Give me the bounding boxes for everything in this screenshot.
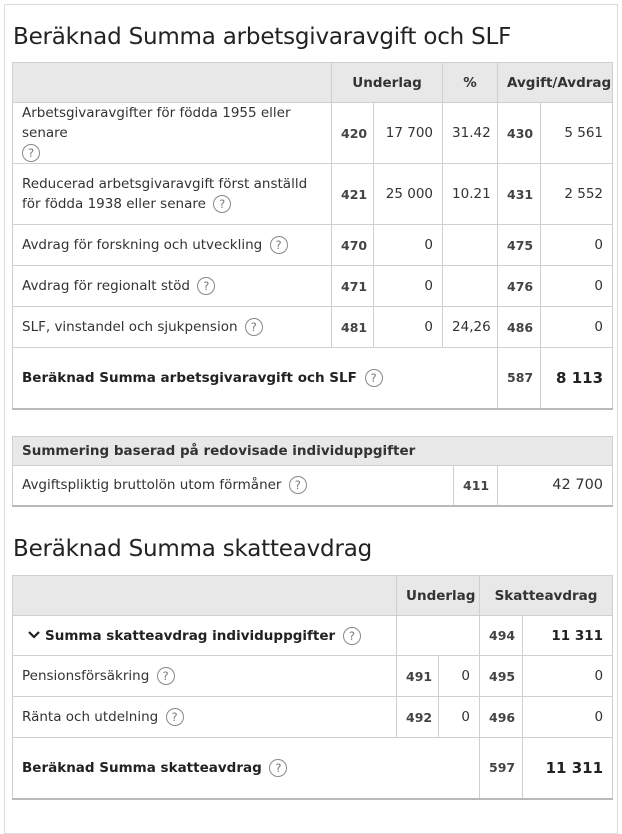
row-percent	[443, 225, 498, 266]
row-underlag: 0	[439, 697, 480, 738]
row-code: 492	[397, 697, 439, 738]
group-label: Summa skatteavdrag individuppgifter	[45, 627, 336, 644]
table-row	[13, 466, 613, 506]
row-avgift: 0	[541, 307, 613, 348]
help-icon[interactable]: ?	[22, 144, 40, 162]
row-code: 481	[332, 307, 374, 348]
row-percent	[443, 266, 498, 307]
skatteavdrag-table	[12, 575, 613, 800]
group-value: 11 311	[523, 616, 613, 656]
help-icon[interactable]: ?	[270, 236, 288, 254]
row-label: Arbetsgivaravgifter för födda 1955 eller senare	[22, 105, 291, 141]
header-skatteavdrag: Skatteavdrag	[480, 576, 613, 616]
header-underlag: Underlag	[332, 63, 443, 103]
help-icon[interactable]: ?	[213, 195, 231, 213]
row-code: 470	[332, 225, 374, 266]
row-code: 471	[332, 266, 374, 307]
help-icon[interactable]: ?	[343, 627, 361, 645]
help-icon[interactable]: ?	[245, 318, 263, 336]
chevron-down-icon[interactable]	[27, 628, 45, 644]
table-row	[13, 307, 613, 348]
row-code: 431	[498, 164, 541, 225]
arbetsgivaravgift-table	[12, 62, 613, 410]
help-icon[interactable]: ?	[197, 277, 215, 295]
total-code: 587	[498, 348, 541, 409]
row-underlag: 0	[439, 656, 480, 697]
row-underlag: 0	[374, 225, 443, 266]
row-underlag: 0	[374, 266, 443, 307]
row-underlag: 0	[374, 307, 443, 348]
row-avgift: 0	[541, 266, 613, 307]
row-code: 496	[480, 697, 523, 738]
table-row	[13, 656, 613, 697]
total-row	[13, 738, 613, 799]
row-percent: 31.42	[443, 103, 498, 164]
row-code: 411	[454, 466, 498, 506]
row-label: Reducerad arbetsgivaravgift först anställd för födda 1938 eller senare	[22, 176, 308, 212]
section-title-skatteavdrag: Beräknad Summa skatteavdrag	[13, 536, 373, 562]
total-code: 597	[480, 738, 523, 799]
row-underlag: 25 000	[374, 164, 443, 225]
table-row	[13, 266, 613, 307]
header-percent: %	[443, 63, 498, 103]
row-label: Pensionsförsäkring	[22, 668, 150, 684]
help-icon[interactable]: ?	[269, 759, 287, 777]
row-code: 476	[498, 266, 541, 307]
row-label: Avdrag för forskning och utveckling	[22, 237, 263, 253]
section-title-arbetsgivaravgift: Beräknad Summa arbetsgivaravgift och SLF	[13, 24, 512, 50]
row-underlag: 17 700	[374, 103, 443, 164]
header-empty	[13, 576, 397, 616]
group-empty-cell	[397, 616, 480, 656]
row-label: Avgiftspliktig bruttolön utom förmåner	[22, 477, 282, 494]
row-avgift: 0	[541, 225, 613, 266]
table-row	[13, 697, 613, 738]
total-label: Beräknad Summa arbetsgivaravgift och SLF	[22, 369, 357, 386]
row-value: 0	[523, 656, 613, 697]
row-percent: 24,26	[443, 307, 498, 348]
row-code: 491	[397, 656, 439, 697]
row-code: 495	[480, 656, 523, 697]
row-code: 430	[498, 103, 541, 164]
summering-table	[12, 436, 613, 507]
row-avgift: 2 552	[541, 164, 613, 225]
row-label: Ränta och utdelning	[22, 709, 159, 725]
table-row	[13, 103, 613, 164]
header-empty	[13, 63, 332, 103]
row-value: 42 700	[498, 466, 613, 506]
help-icon[interactable]: ?	[157, 667, 175, 685]
total-value: 8 113	[541, 348, 613, 409]
header-avgift: Avgift/Avdrag	[498, 63, 613, 103]
row-percent: 10.21	[443, 164, 498, 225]
row-label: SLF, vinstandel och sjukpension	[22, 319, 238, 335]
help-icon[interactable]: ?	[166, 708, 184, 726]
header-underlag: Underlag	[397, 576, 480, 616]
total-value: 11 311	[523, 738, 613, 799]
row-value: 0	[523, 697, 613, 738]
total-row	[13, 348, 613, 409]
table-row	[13, 164, 613, 225]
row-code: 421	[332, 164, 374, 225]
help-icon[interactable]: ?	[289, 476, 307, 494]
group-code: 494	[480, 616, 523, 656]
row-avgift: 5 561	[541, 103, 613, 164]
summering-header: Summering baserad på redovisade individuppgifter	[13, 437, 613, 466]
row-label: Avdrag för regionalt stöd	[22, 278, 190, 294]
row-code: 420	[332, 103, 374, 164]
group-row[interactable]	[13, 616, 613, 656]
help-icon[interactable]: ?	[365, 369, 383, 387]
row-code: 475	[498, 225, 541, 266]
total-label: Beräknad Summa skatteavdrag	[22, 759, 262, 776]
row-code: 486	[498, 307, 541, 348]
table-row	[13, 225, 613, 266]
